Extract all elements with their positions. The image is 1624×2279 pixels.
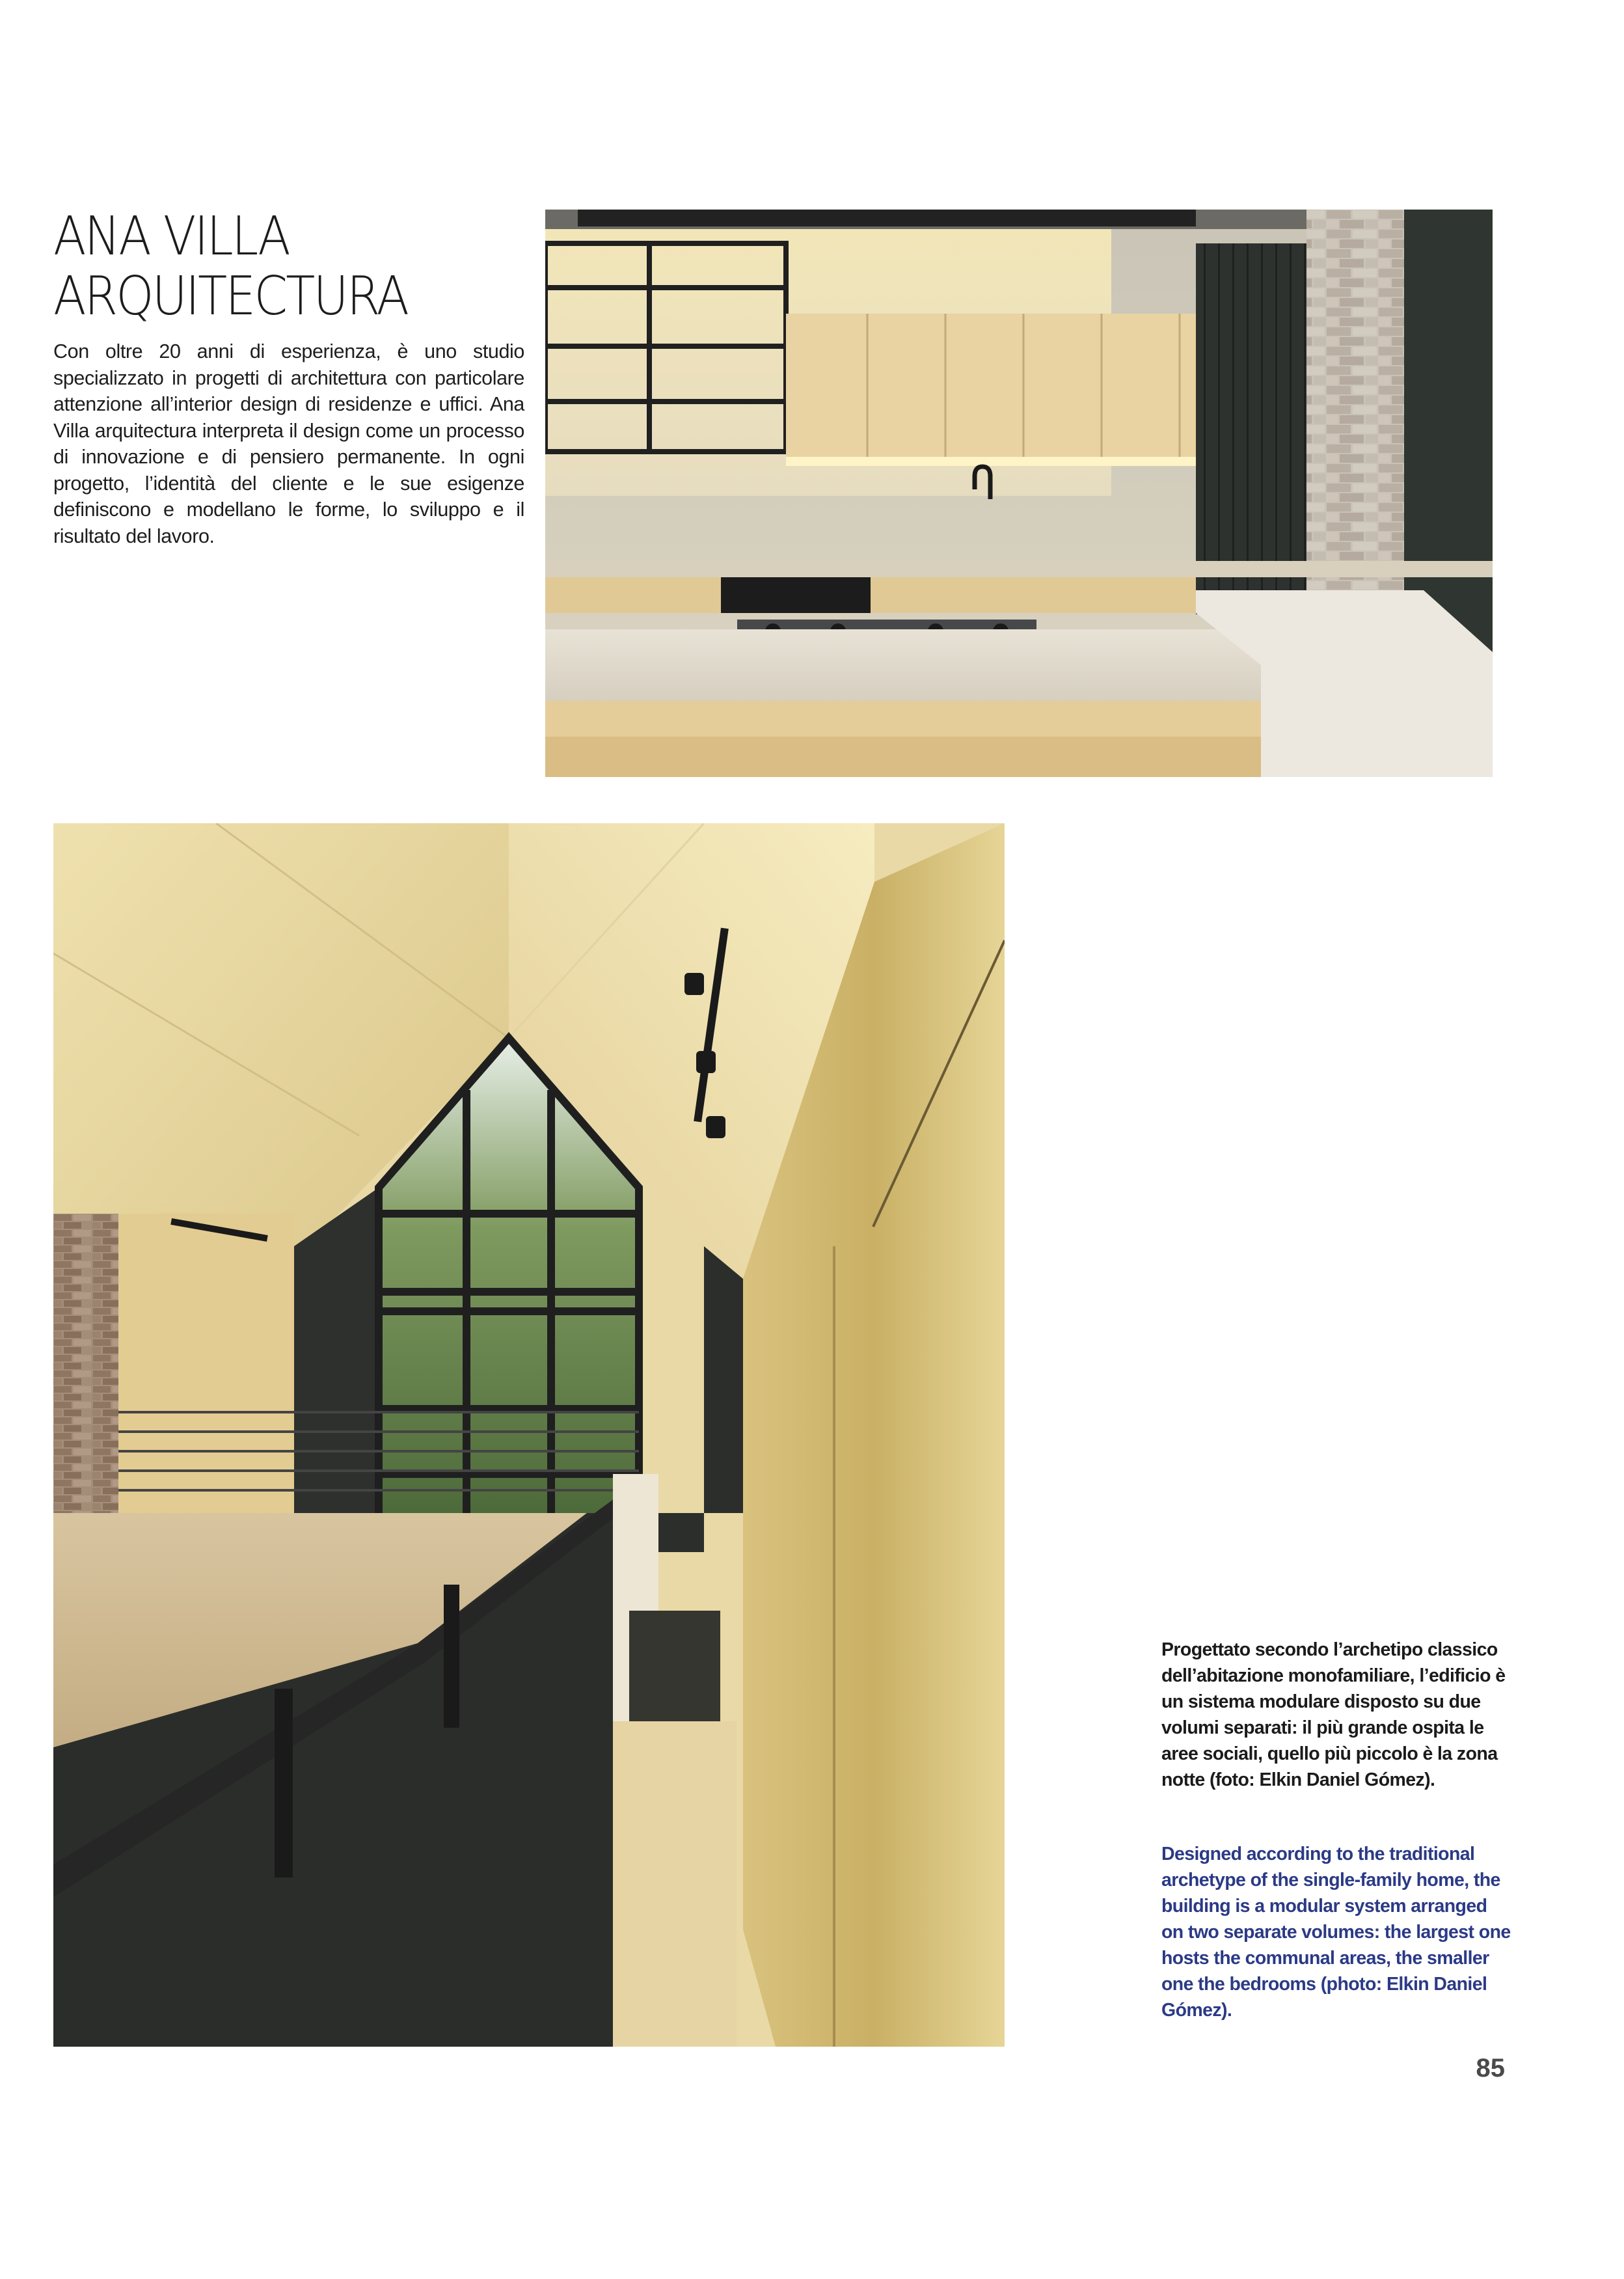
loft-interior-photo — [53, 823, 1005, 2047]
article-title-line-2: ARQUITECTURA — [53, 266, 408, 327]
intro-paragraph: Con oltre 20 anni di esperienza, è uno studio specializzato in progetti di architettura con particolare attenzione all’interior design di residenze e uffici. Ana Villa arquitectura interpreta il design come un processo di innovazione e di pensiero permanente. In ogni progetto, l’identità del cliente e le sue esigenze definiscono e modellano le forme, lo sviluppo e il risultato del lavoro. — [53, 340, 524, 547]
article-title — [53, 207, 475, 327]
page-number: 85 — [1476, 2054, 1505, 2082]
kitchen-photo — [545, 210, 1493, 777]
caption-english: Designed according to the traditional archetype of the single-family home, the building is a modular system arranged on two separate volumes: the largest one hosts the communal areas, the smaller one the bedrooms (photo: Elkin Daniel Gómez). — [1161, 1844, 1511, 2021]
caption-italian: Progettato secondo l’archetipo classico dell’abitazione monofamiliare, l’edificio è un sistema modulare disposto su due volumi separati: il più grande ospita le aree sociali, quello più piccolo è la zona notte (foto: Elkin Daniel Gómez). — [1161, 1639, 1506, 1790]
article-title-line-1: ANA VILLA — [53, 206, 289, 267]
